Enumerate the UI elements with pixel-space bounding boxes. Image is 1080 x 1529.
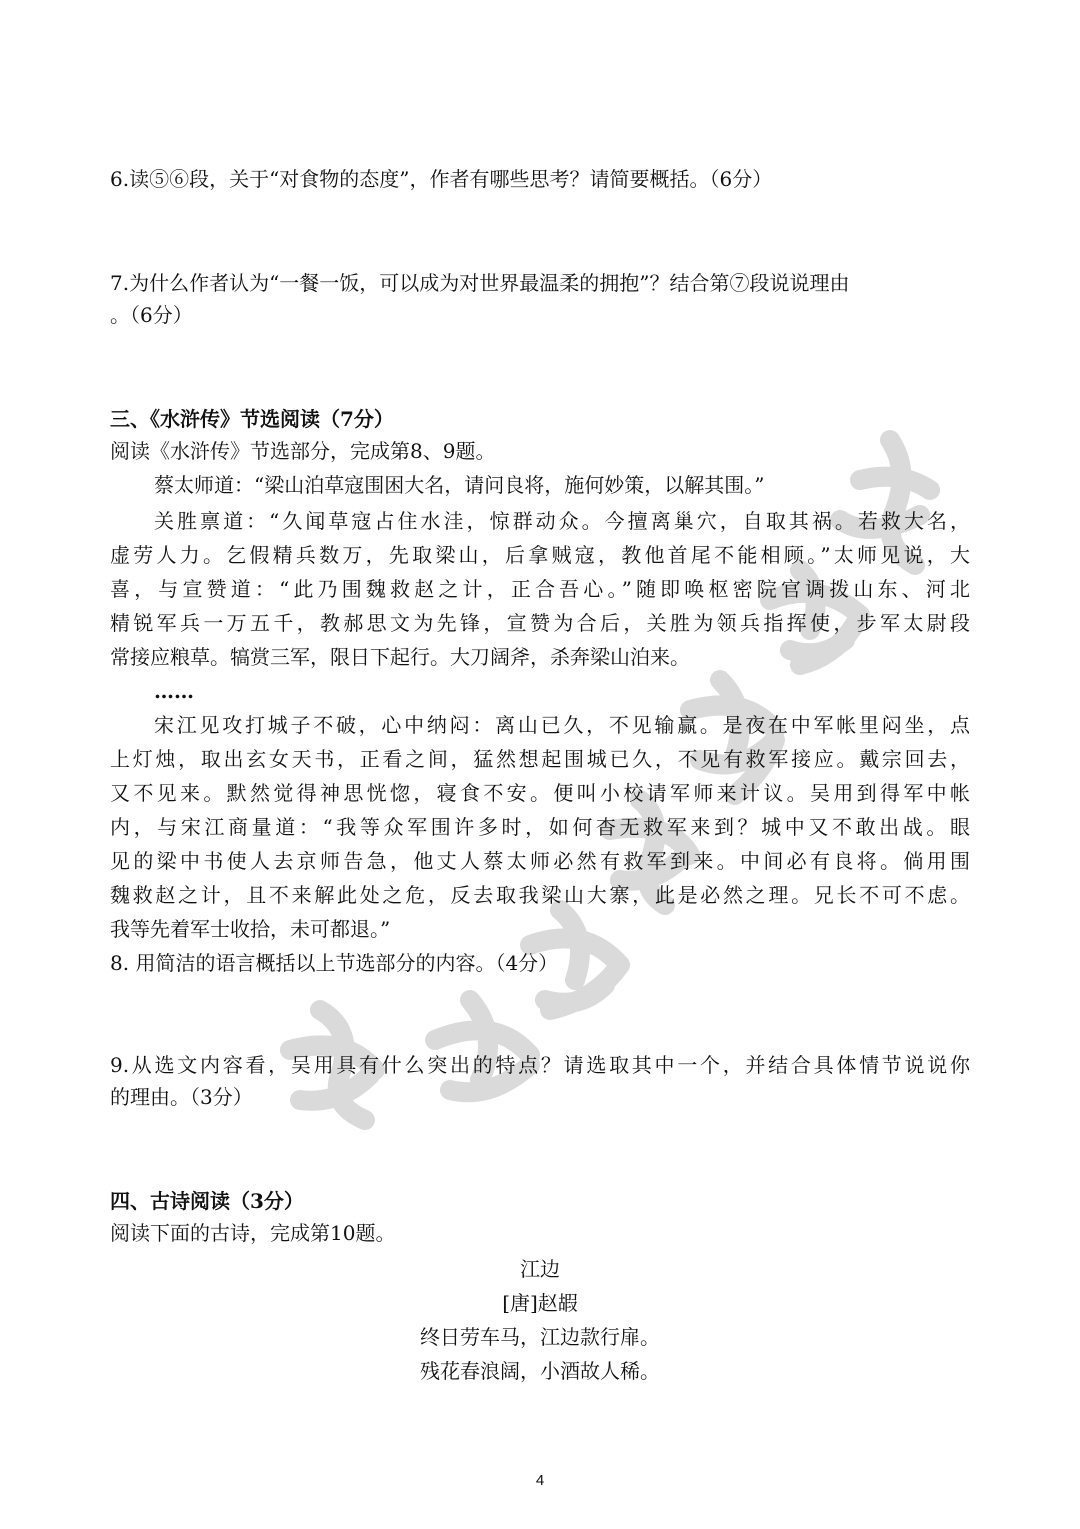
- passage-para3-line: 内，与宋江商量道：“我等众军围许多时，如何杳无救军来到？城中又不敢出战。眼: [110, 815, 970, 839]
- page-number: 4: [535, 1472, 545, 1489]
- question-7-line2: 。（6分）: [110, 303, 193, 327]
- question-8: 8. 用简洁的语言概括以上节选部分的内容。（4分）: [110, 951, 559, 975]
- passage-para2-line: 精锐军兵一万五千，教郝思文为先锋，宣赞为合后，关胜为领兵指挥使，步军太尉段: [110, 611, 970, 635]
- section-4-heading: 四、古诗阅读（3分）: [110, 1189, 304, 1213]
- section-3-instruction: 阅读《水浒传》节选部分，完成第8、9题。: [110, 439, 496, 463]
- passage-para2-line: 关胜禀道：“久闻草寇占住水洼，惊群动众。今擅离巢穴，自取其祸。若救大名，: [154, 509, 970, 533]
- question-9-line1: 9.从选文内容看，吴用具有什么突出的特点？请选取其中一个，并结合具体情节说说你: [110, 1053, 970, 1077]
- question-7-line1: 7.为什么作者认为“一餐一饭，可以成为对世界最温柔的拥抱”？结合第⑦段说说理由: [110, 271, 850, 295]
- passage-para3-line: 我等先着军士收拾，未可都退。”: [110, 917, 391, 941]
- question-9-line2: 的理由。（3分）: [110, 1085, 253, 1109]
- poem-line: 残花春浪阔，小酒故人稀。: [420, 1359, 660, 1383]
- passage-para2-line: 喜，与宣赞道：“此乃围魏救赵之计，正合吾心。”随即唤枢密院官调拨山东、河北: [110, 577, 970, 601]
- passage-para3-line: 上灯烛，取出玄女天书，正看之间，猛然想起围城已久，不见有救军接应。戴宗回去，: [110, 747, 970, 771]
- passage-para3-line: 又不见来。默然觉得神思恍惚，寝食不安。便叫小校请军师来计议。吴用到得军中帐: [110, 781, 970, 805]
- passage-para3-line: 见的梁中书使人去京师告急，他丈人蔡太师必然有救军到来。中间必有良将。倘用围: [110, 849, 970, 873]
- passage-para3-line: 魏救赵之计，且不来解此处之危，反去取我梁山大寨，此是必然之理。兄长不可不虑。: [110, 883, 970, 907]
- passage-ellipsis: ……: [154, 679, 194, 703]
- passage-para1: 蔡太师道：“梁山泊草寇围困大名，请问良将，施何妙策，以解其围。”: [154, 473, 765, 497]
- poem-line: 终日劳车马，江边款行扉。: [420, 1325, 660, 1349]
- poem-author: [唐]赵嘏: [502, 1291, 578, 1315]
- section-3-heading: 三、《水浒传》节选阅读（7分）: [110, 407, 394, 431]
- question-6: 6.读⑤⑥段，关于“对食物的态度”，作者有哪些思考？请简要概括。（6分）: [110, 167, 773, 191]
- passage-para3-line: 宋江见攻打城子不破，心中纳闷：离山已久，不见输赢。是夜在中军帐里闷坐，点: [154, 713, 970, 737]
- passage-para2-line: 虚劳人力。乞假精兵数万，先取梁山，后拿贼寇，教他首尾不能相顾。”太师见说，大: [110, 543, 970, 567]
- passage-para2-line: 常接应粮草。犒赏三军，限日下起行。大刀阔斧，杀奔梁山泊来。: [110, 645, 690, 669]
- poem-title: 江边: [520, 1257, 560, 1281]
- section-4-instruction: 阅读下面的古诗，完成第10题。: [110, 1221, 396, 1245]
